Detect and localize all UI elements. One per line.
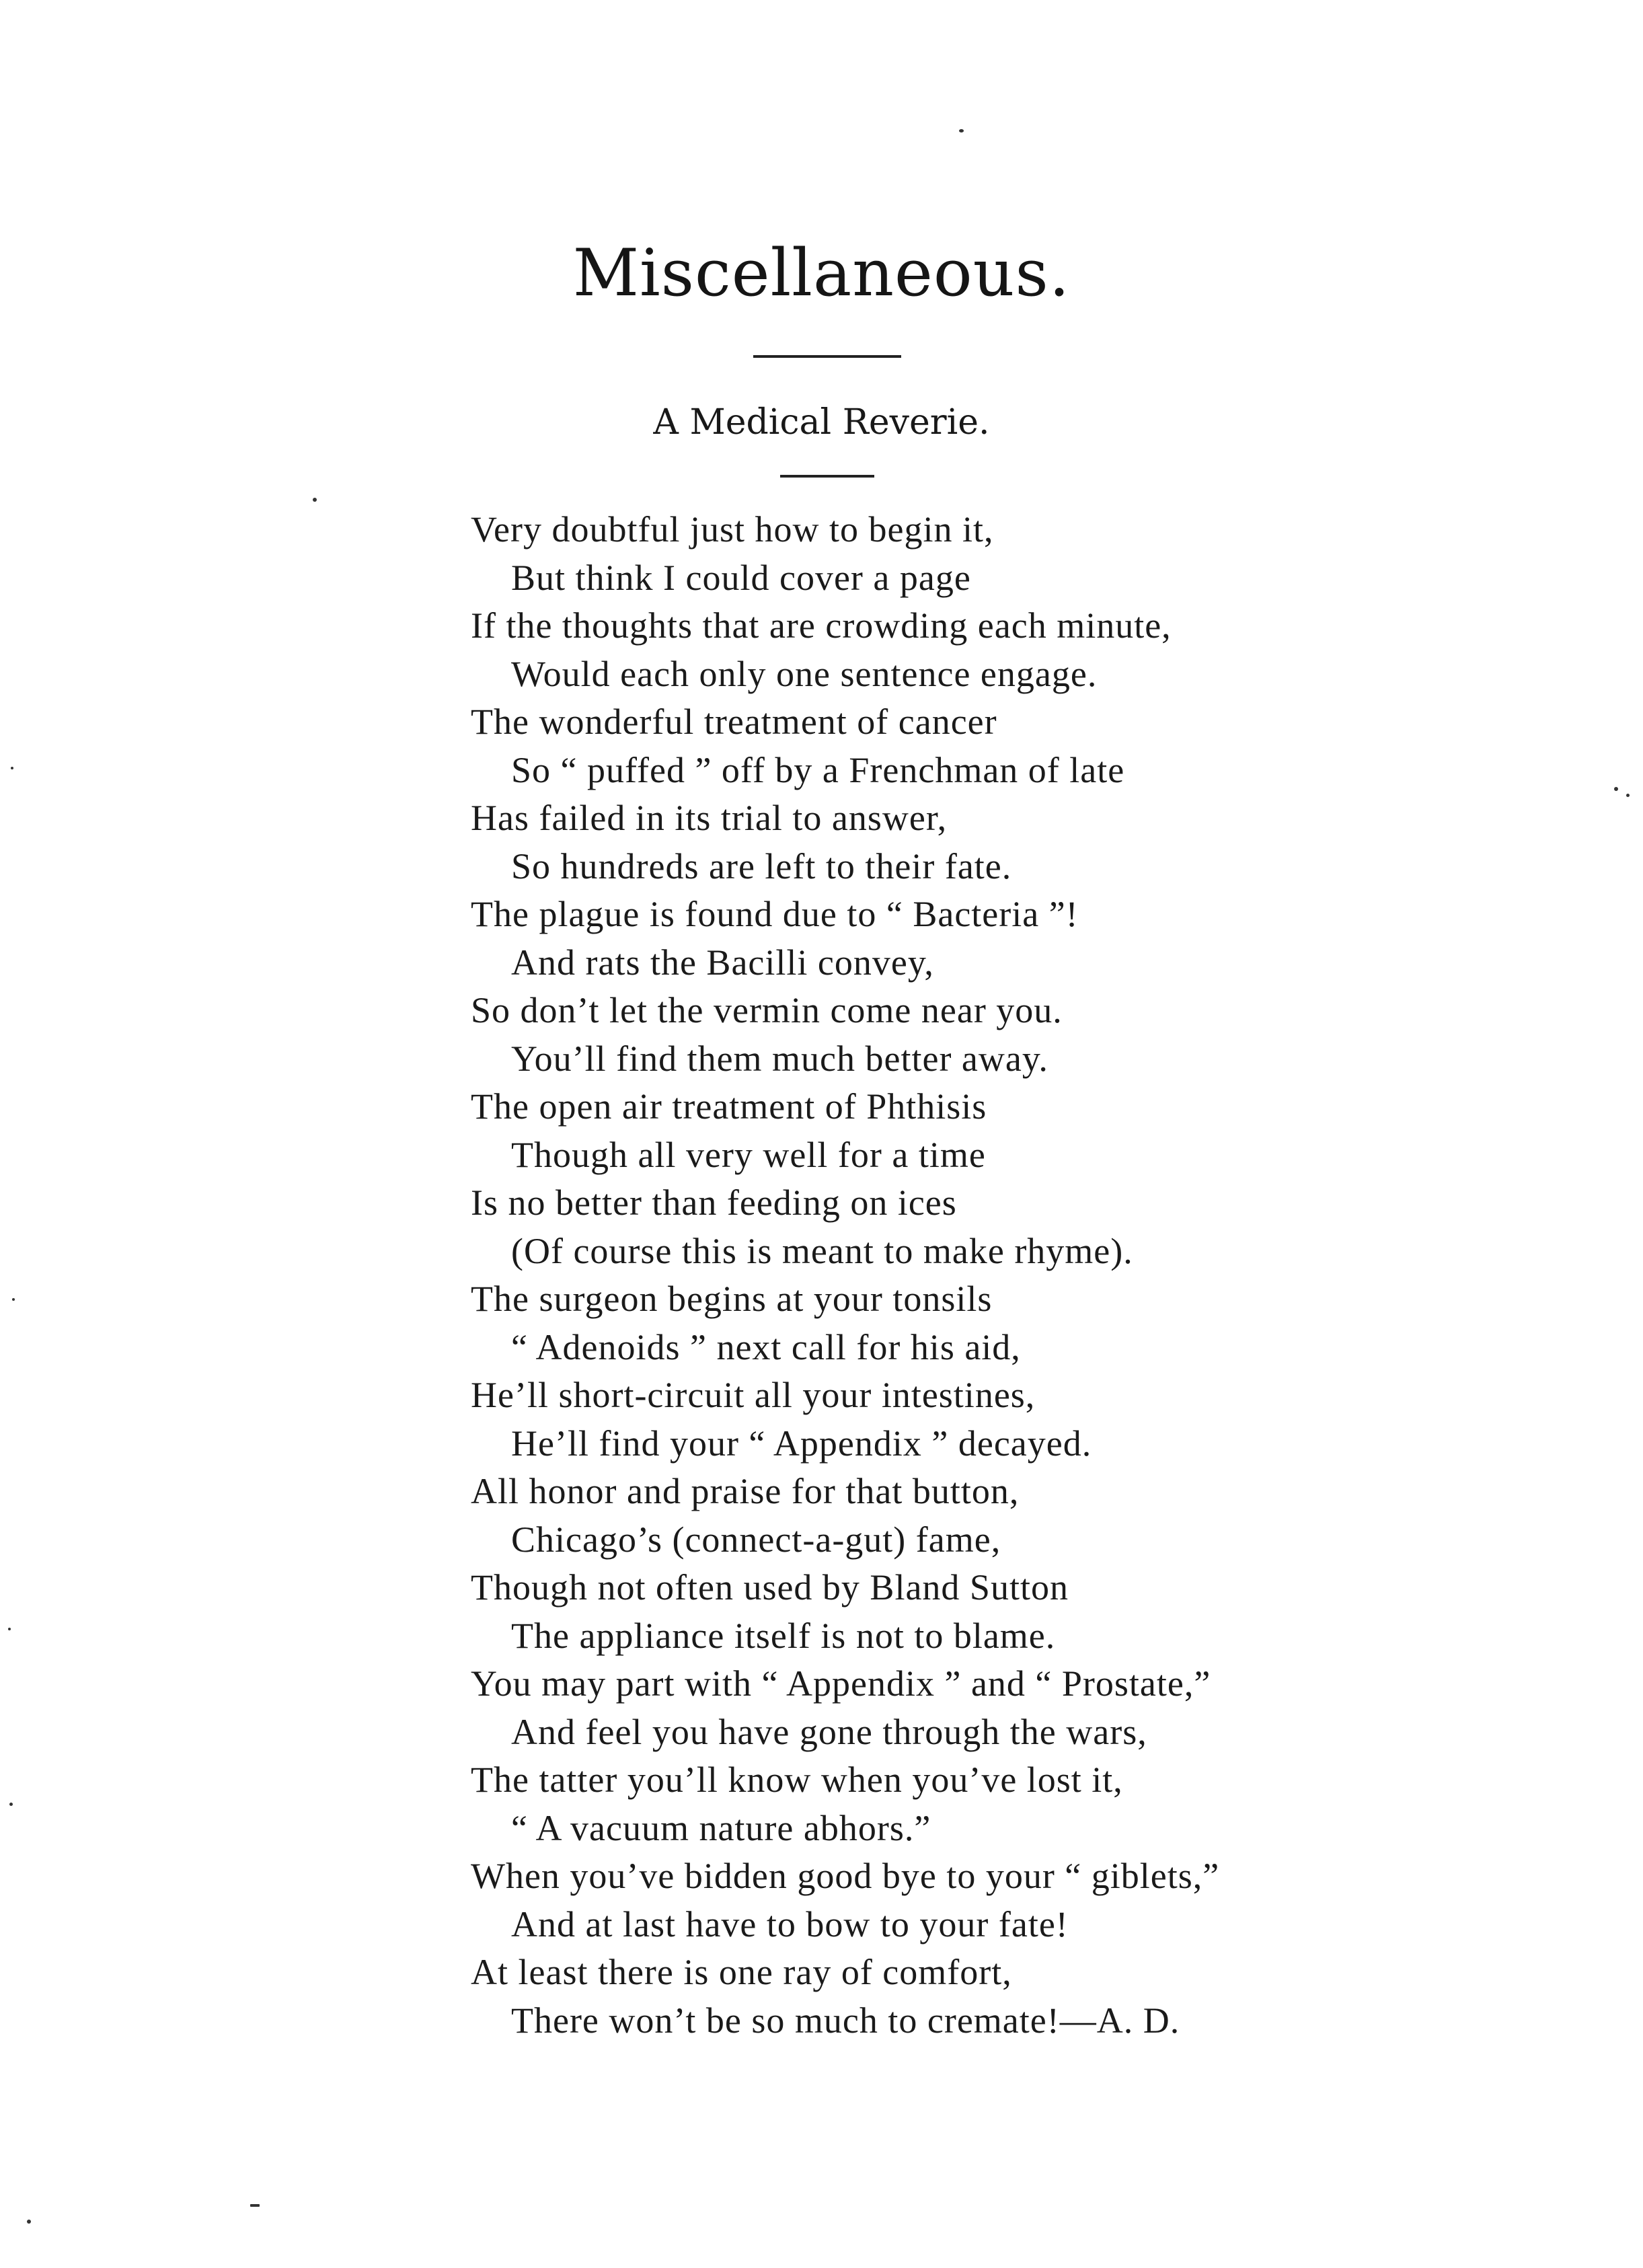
poem-line: So hundreds are left to their fate.	[511, 845, 1012, 886]
scan-speck	[12, 1298, 15, 1301]
scan-speck	[8, 1628, 11, 1630]
scan-speck	[27, 2220, 31, 2224]
poem-line: Very doubtful just how to begin it,	[471, 509, 994, 550]
section-title: Miscellaneous.	[572, 235, 1071, 311]
poem-title: A Medical Reverie.	[653, 402, 990, 443]
poem-line: Would each only one sentence engage.	[511, 653, 1098, 694]
poem-line: He’ll find your “ Appendix ” decayed.	[511, 1423, 1092, 1464]
poem-line: There won’t be so much to cremate!—A. D.	[511, 2000, 1180, 2041]
scan-speck	[1626, 794, 1630, 797]
scan-speck	[1614, 787, 1618, 791]
poem-body	[471, 506, 1601, 2045]
poem-line: When you’ve bidden good bye to your “ giblets,”	[471, 1856, 1220, 1896]
poem-line: All honor and praise for that button,	[471, 1471, 1020, 1511]
poem-line: “ A vacuum nature abhors.”	[511, 1807, 931, 1848]
poem-line: The plague is found due to “ Bacteria ”!	[471, 894, 1079, 934]
poem-line: You may part with “ Appendix ” and “ Prostate,”	[471, 1663, 1211, 1704]
poem-line: (Of course this is meant to make rhyme).	[511, 1230, 1133, 1271]
poem-line: But think I could cover a page	[511, 557, 971, 598]
scan-speck	[9, 1803, 13, 1806]
scan-speck	[959, 129, 964, 133]
poem-line: Has failed in its trial to answer,	[471, 798, 948, 838]
poem-line: So don’t let the vermin come near you.	[471, 990, 1063, 1030]
poem-line: Though all very well for a time	[511, 1134, 986, 1175]
poem-line: Chicago’s (connect-a-gut) fame,	[511, 1519, 1001, 1560]
poem-line: “ Adenoids ” next call for his aid,	[511, 1326, 1021, 1367]
poem-line: Though not often used by Bland Sutton	[471, 1567, 1069, 1608]
poem-line: So “ puffed ” off by a Frenchman of late	[511, 749, 1125, 790]
poem-line: The appliance itself is not to blame.	[511, 1615, 1056, 1656]
poem-line: If the thoughts that are crowding each minute,	[471, 605, 1172, 646]
poem-line: The tatter you’ll know when you’ve lost it,	[471, 1760, 1123, 1800]
title-rule	[753, 355, 901, 358]
poem-line: Is no better than feeding on ices	[471, 1182, 957, 1223]
scan-speck	[313, 498, 317, 502]
poem-line: And at last have to bow to your fate!	[511, 1903, 1069, 1944]
poem-line: You’ll find them much better away.	[511, 1038, 1048, 1079]
poem-line: And feel you have gone through the wars,	[511, 1711, 1147, 1752]
scan-speck	[11, 767, 13, 769]
poem-line: The surgeon begins at your tonsils	[471, 1279, 993, 1319]
poem-line: At least there is one ray of comfort,	[471, 1952, 1012, 1992]
scan-speck	[250, 2204, 260, 2207]
poem-line: The open air treatment of Phthisis	[471, 1086, 987, 1127]
poem-line: The wonderful treatment of cancer	[471, 702, 997, 742]
poem-title-rule	[780, 475, 874, 478]
poem-line: He’ll short-circuit all your intestines,	[471, 1375, 1036, 1415]
poem-line: And rats the Bacilli convey,	[511, 942, 934, 983]
